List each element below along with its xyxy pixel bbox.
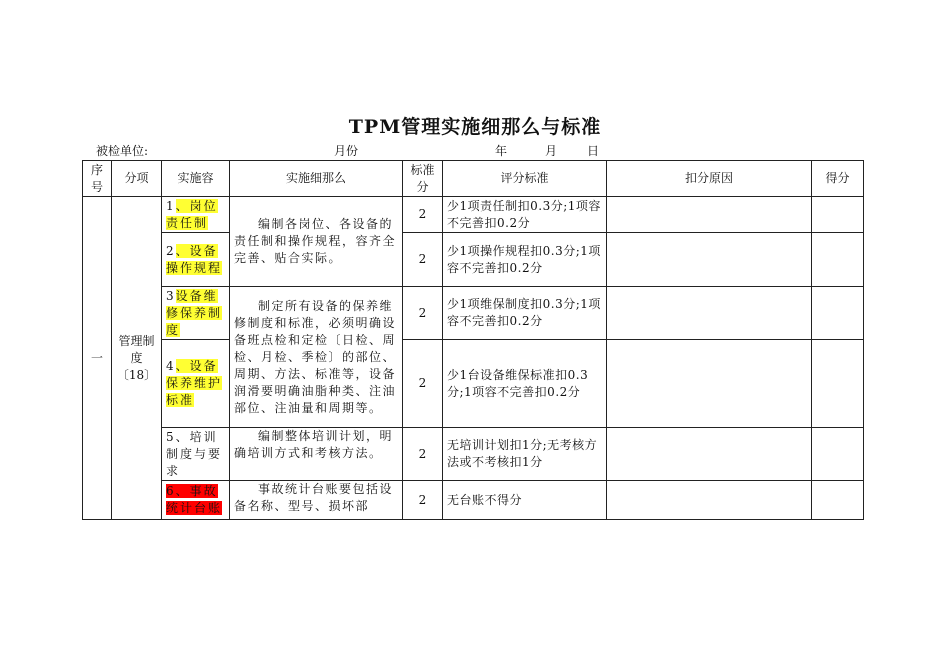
- score-cell: [812, 481, 864, 520]
- reason-cell: [607, 233, 812, 287]
- header-seq: 序号: [83, 161, 112, 197]
- score-cell: [812, 287, 864, 340]
- reason-cell: [607, 287, 812, 340]
- table-row: [83, 197, 864, 233]
- table-row: [83, 428, 864, 481]
- content-text: 、设备操作规程: [166, 243, 223, 275]
- detail-cell: 编制各岗位、各设备的责任制和操作规程，容齐全完善、贴合实际。: [230, 197, 403, 287]
- content-num: 4: [166, 359, 176, 373]
- group-seq: 一: [83, 197, 112, 520]
- day-label: 日: [587, 144, 600, 158]
- content-text: 设备维修保养制度: [166, 288, 223, 337]
- inspected-unit-label: 被检单位:: [96, 144, 149, 158]
- content-text: 、设备保养维护标准: [166, 359, 223, 407]
- std-score-cell: 2: [403, 197, 443, 233]
- content-text: 、培训制度与要求: [166, 429, 223, 478]
- content-cell: [162, 481, 230, 520]
- detail-cell: 事故统计台账要包括设备名称、型号、损坏部: [230, 481, 403, 520]
- score-cell: [812, 197, 864, 233]
- std-score-cell: 2: [403, 481, 443, 520]
- reason-cell: [607, 481, 812, 520]
- std-score-cell: 2: [403, 233, 443, 287]
- header-criteria: 评分标准: [443, 161, 607, 197]
- group-item: 管理制度〔18〕: [112, 197, 162, 520]
- reason-cell: [607, 197, 812, 233]
- content-text: 、岗位责任制: [166, 198, 218, 230]
- content-num: 1: [166, 198, 176, 213]
- document-title: TPM管理实施细那么与标准: [348, 116, 602, 138]
- header-std-score: 标准分: [403, 161, 443, 197]
- table-row: [83, 233, 864, 287]
- detail-cell: 编制整体培训计划，明确培训方式和考核方法。: [230, 428, 403, 481]
- content-cell: [162, 233, 230, 287]
- criteria-cell: 少1台设备维保标准扣0.3分;1项容不完善扣0.2分: [443, 340, 607, 428]
- score-cell: [812, 340, 864, 428]
- criteria-cell: 无台账不得分: [443, 481, 607, 520]
- criteria-cell: 少1项操作规程扣0.3分;1项容不完善扣0.2分: [443, 233, 607, 287]
- content-cell: [162, 197, 230, 233]
- detail-cell: 制定所有设备的保养维修制度和标准，必须明确设备班点检和定检〔日检、周检、月检、季检〕的部位、周期、方法、标准等，设备润滑要明确油脂种类、注油部位、注油量和周期等。: [230, 287, 403, 428]
- header-item: 分项: [112, 161, 162, 197]
- criteria-cell: 少1项责任制扣0.3分;1项容不完善扣0.2分: [443, 197, 607, 233]
- score-cell: [812, 233, 864, 287]
- std-score-cell: 2: [403, 287, 443, 340]
- content-num: 3: [166, 288, 176, 303]
- std-score-cell: 2: [403, 340, 443, 428]
- content-cell: [162, 287, 230, 340]
- table-row: [83, 287, 864, 340]
- content-cell: [162, 428, 230, 481]
- score-cell: [812, 428, 864, 481]
- table-row: [83, 481, 864, 520]
- header-reason: 扣分原因: [607, 161, 812, 197]
- content-text: 、事故统计台账: [166, 484, 223, 515]
- content-num: 5: [166, 429, 176, 444]
- std-score-cell: 2: [403, 428, 443, 481]
- table-row: [83, 340, 864, 428]
- header-detail: 实施细那么: [230, 161, 403, 197]
- content-num: 2: [166, 243, 176, 258]
- content-num: 6: [166, 484, 176, 498]
- header-content: 实施容: [162, 161, 230, 197]
- criteria-cell: 少1项维保制度扣0.3分;1项容不完善扣0.2分: [443, 287, 607, 340]
- tpm-standards-table: [82, 160, 864, 520]
- reason-cell: [607, 340, 812, 428]
- year-label: 年: [495, 144, 508, 158]
- month-label: 月份: [334, 144, 359, 158]
- month2-label: 月: [545, 144, 558, 158]
- header-row: [83, 161, 864, 197]
- header-score: 得分: [812, 161, 864, 197]
- criteria-cell: 无培训计划扣1分;无考核方法或不考核扣1分: [443, 428, 607, 481]
- content-cell: [162, 340, 230, 428]
- reason-cell: [607, 428, 812, 481]
